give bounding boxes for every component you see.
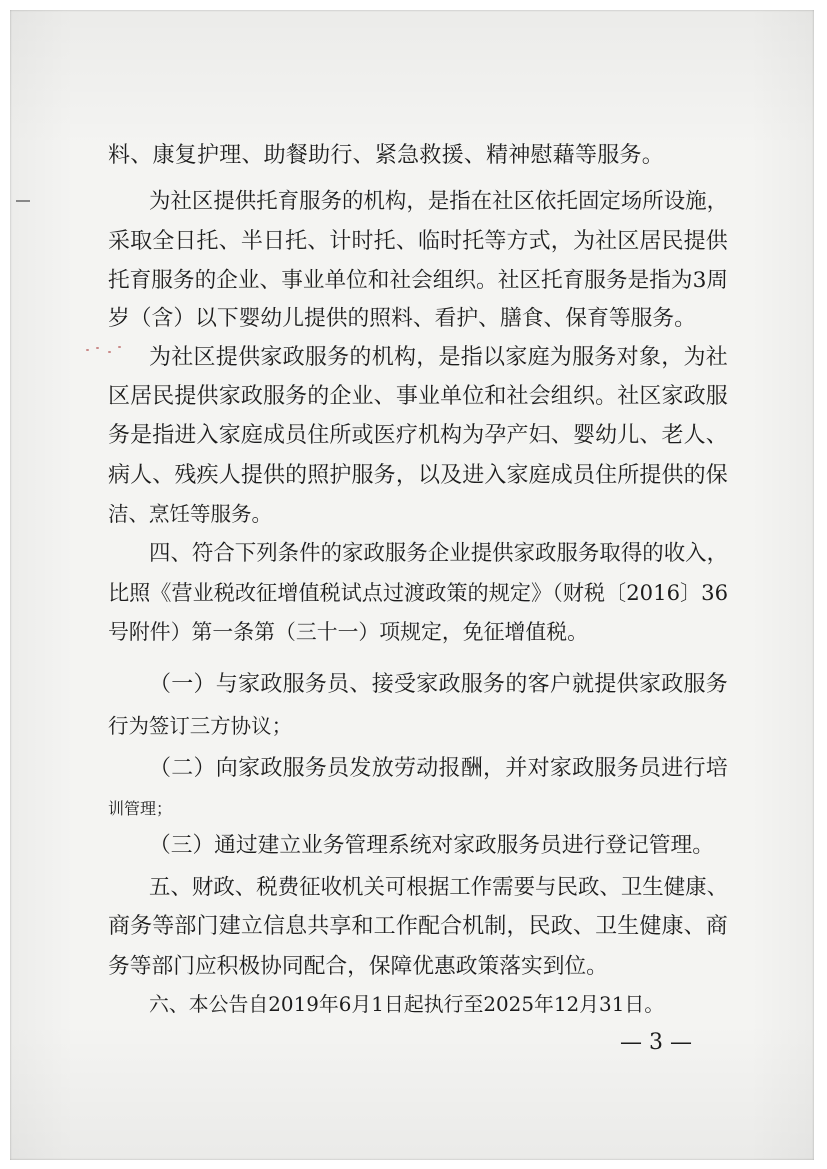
text-line: 料、康复护理、助餐助行、紧急救援、精神慰藉等服务。 [108,143,665,168]
text-line: 洁、烹饪等服务。 [108,502,272,526]
text-line: 商务等部门建立信息共享和工作配合机制，民政、卫生健康、商 [108,914,728,939]
text-line: 务等部门应积极协同配合，保障优惠政策落实到位。 [108,954,608,979]
text-line: 五、财政、税费征收机关可根据工作需要与民政、卫生健康、 [149,875,729,900]
text-line: 病人、残疾人提供的照护服务，以及进入家庭成员住所提供的保 [108,463,728,488]
text-line: 托育服务的企业、事业单位和社会组织。社区托育服务是指为3周 [108,268,728,293]
scan-edge-mark [16,200,30,202]
text-line: （一）与家政服务员、接受家政服务的客户就提供家政服务 [149,672,729,697]
page-number: — 3 — [620,1030,692,1055]
text-line: 区居民提供家政服务的企业、事业单位和社会组织。社区家政服 [108,384,728,409]
text-line: 为社区提供家政服务的机构，是指以家庭为服务对象，为社 [149,345,729,370]
text-line: 比照《营业税改征增值税试点过渡政策的规定》（财税〔2016〕36 [108,580,729,605]
text-line: （二）向家政服务员发放劳动报酬，并对家政服务员进行培 [149,756,729,781]
text-line: 务是指进入家庭成员住所或医疗机构为孕产妇、婴幼儿、老人、 [108,423,728,448]
text-line: 号附件）第一条第（三十一）项规定，免征增值税。 [108,620,588,644]
text-line: 为社区提供托育服务的机构，是指在社区依托固定场所设施， [149,189,729,214]
text-line: 岁（含）以下婴幼儿提供的照料、看护、膳食、保育等服务。 [108,306,696,331]
text-line: 四、符合下列条件的家政服务企业提供家政服务取得的收入， [149,541,729,566]
text-line: 六、本公告自2019年6月1日起执行至2025年12月31日。 [149,993,665,1016]
text-line: （三）通过建立业务管理系统对家政服务员进行登记管理。 [149,833,714,858]
text-line: 训管理； [108,799,173,818]
red-ink-specks [86,345,126,355]
text-line: 行为签订三方协议； [108,714,293,738]
text-line: 采取全日托、半日托、计时托、临时托等方式，为社区居民提供 [108,229,728,254]
